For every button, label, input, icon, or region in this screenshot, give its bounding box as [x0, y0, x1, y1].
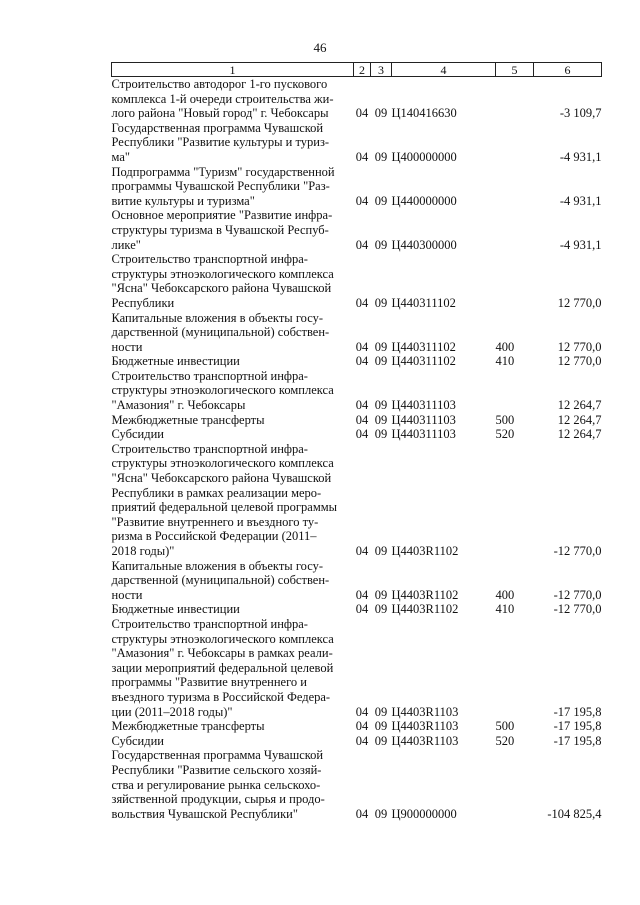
row-target-article: Ц4403R1103: [391, 704, 459, 719]
row-expense-type: 520: [495, 733, 515, 748]
row-target-article: Ц440311103: [391, 412, 456, 427]
row-subsection: 09: [374, 149, 388, 164]
row-subsection: 09: [374, 719, 388, 734]
row-subsection: 09: [374, 602, 388, 617]
row-amount: -4 931,1: [559, 193, 602, 208]
row-section: 04: [355, 719, 369, 734]
table-row: [112, 121, 602, 165]
row-name: Строительство транспортной инфра- структуры этноэкологического комплекса "Ясна" Чебоксарского района Чувашской Республики в рамках реализации меро- приятий федеральной целевой программы "Развитие внутреннего и въездного ту- ризма в Российской Федерации (2011– 2018 годы)": [111, 441, 338, 558]
table-row: [112, 77, 602, 121]
row-target-article: Ц4403R1103: [391, 719, 459, 734]
table-row: [112, 617, 602, 719]
row-section: 04: [355, 149, 369, 164]
row-subsection: 09: [374, 193, 388, 208]
row-subsection: 09: [374, 339, 388, 354]
row-subsection: 09: [374, 544, 388, 558]
row-amount: 12 264,7: [557, 412, 602, 427]
row-target-article: Ц440311103: [391, 427, 456, 442]
header-col-section: 2: [354, 63, 371, 77]
page-number: 46: [313, 40, 327, 55]
row-subsection: 09: [374, 398, 388, 413]
table-row: [112, 208, 602, 252]
table-row: [112, 252, 602, 310]
row-amount: -3 109,7: [559, 106, 602, 121]
row-expense-type: [496, 77, 534, 121]
row-expense-type: 500: [495, 719, 515, 734]
row-expense-type: [496, 252, 534, 310]
row-section: 04: [355, 193, 369, 208]
row-expense-type: [496, 165, 534, 209]
row-target-article: Ц440311102: [391, 339, 456, 354]
row-amount: 12 264,7: [557, 398, 602, 413]
row-expense-type: 410: [495, 354, 515, 369]
row-name: Строительство транспортной инфра- структуры этноэкологического комплекса "Амазония" г. Чебоксары: [111, 368, 334, 413]
row-name: Бюджетные инвестиции: [111, 602, 240, 617]
row-amount: 12 770,0: [557, 339, 602, 354]
row-subsection: 09: [374, 427, 388, 442]
row-target-article: Ц4403R1102: [391, 587, 459, 602]
row-amount: -4 931,1: [559, 237, 602, 252]
row-name: Строительство транспортной инфра- структуры этноэкологического комплекса "Амазония" г. Чебоксары в рамках реали- зации мероприятий федеральной целевой программы "Развитие внутреннего и въездного туризма в Российской Федера- ции (2011–2018 годы)": [111, 616, 334, 719]
row-subsection: 09: [374, 733, 388, 748]
row-name: Строительство транспортной инфра- структуры этноэкологического комплекса "Ясна" Чебоксарского района Чувашской Республики: [111, 252, 334, 310]
row-section: 04: [355, 295, 369, 310]
table-row: [112, 442, 602, 559]
row-section: 04: [355, 354, 369, 369]
row-expense-type: [496, 369, 534, 413]
row-name: Межбюджетные трансферты: [111, 412, 265, 427]
row-expense-type: 400: [495, 587, 515, 602]
row-amount: -12 770,0: [553, 602, 602, 617]
row-section: 04: [355, 704, 369, 719]
row-expense-type: [496, 442, 534, 559]
table-header: [112, 63, 602, 77]
row-target-article: Ц440311102: [391, 354, 456, 369]
row-target-article: Ц400000000: [391, 149, 457, 164]
row-target-article: Ц140416630: [391, 106, 457, 121]
table-row: [112, 427, 602, 442]
header-col-amount: 6: [534, 63, 602, 77]
row-amount: -17 195,8: [553, 733, 602, 748]
row-expense-type: [496, 617, 534, 719]
table-row: [112, 165, 602, 209]
row-expense-type: 410: [495, 602, 515, 617]
table-row: [112, 369, 602, 413]
row-section: 04: [355, 237, 369, 252]
table-row: [112, 734, 602, 749]
row-section: 04: [355, 806, 369, 821]
row-expense-type: 520: [495, 427, 515, 442]
table-row: [112, 413, 602, 428]
row-section: 04: [355, 339, 369, 354]
row-target-article: Ц4403R1102: [391, 544, 459, 558]
table-row: [112, 719, 602, 734]
row-subsection: 09: [374, 354, 388, 369]
row-subsection: 09: [374, 587, 388, 602]
row-subsection: 09: [374, 412, 388, 427]
row-subsection: 09: [374, 237, 388, 252]
row-amount: -12 770,0: [553, 544, 602, 558]
row-name: Строительство автодорог 1-го пускового комплекса 1-й очереди строительства жи- лого района "Новый город" г. Чебоксары: [111, 77, 334, 121]
row-section: 04: [355, 412, 369, 427]
row-section: 04: [355, 544, 369, 558]
row-amount: -17 195,8: [553, 704, 602, 719]
row-amount: 12 770,0: [557, 295, 602, 310]
table-row: [112, 602, 602, 617]
row-section: 04: [355, 587, 369, 602]
table-row: [112, 311, 602, 355]
header-col-target-article: 4: [392, 63, 496, 77]
row-amount: -4 931,1: [559, 149, 602, 164]
row-target-article: Ц440311103: [391, 398, 456, 413]
header-col-expense-type: 5: [496, 63, 534, 77]
row-amount: -12 770,0: [553, 587, 602, 602]
row-amount: -104 825,4: [547, 806, 602, 821]
header-col-name: 1: [112, 63, 354, 77]
table-row: [112, 748, 602, 821]
budget-table: [111, 62, 602, 821]
table-body: [112, 77, 602, 822]
row-target-article: Ц440300000: [391, 237, 457, 252]
row-section: 04: [355, 733, 369, 748]
row-section: 04: [355, 398, 369, 413]
row-expense-type: 400: [495, 339, 515, 354]
row-expense-type: [496, 208, 534, 252]
row-name: Государственная программа Чувашской Республики "Развитие сельского хозяй- ства и регулирование рынка сельскохо- зяйственной продукции, сырья и продо- вольствия Чувашской Республики": [111, 748, 325, 821]
row-section: 04: [355, 427, 369, 442]
row-name: Межбюджетные трансферты: [111, 719, 265, 734]
row-subsection: 09: [374, 295, 388, 310]
row-target-article: Ц440311102: [391, 295, 456, 310]
row-target-article: Ц440000000: [391, 193, 457, 208]
row-target-article: Ц900000000: [391, 806, 457, 821]
row-name: Подпрограмма "Туризм" государственной программы Чувашской Республики "Раз- витие культуры и туризма": [111, 164, 335, 208]
row-amount: 12 770,0: [557, 354, 602, 369]
row-amount: 12 264,7: [557, 427, 602, 442]
row-target-article: Ц4403R1102: [391, 602, 459, 617]
row-expense-type: [496, 748, 534, 821]
row-name: Государственная программа Чувашской Республики "Развитие культуры и туриз- ма": [111, 120, 330, 164]
row-section: 04: [355, 602, 369, 617]
row-amount: -17 195,8: [553, 719, 602, 734]
row-expense-type: 500: [495, 412, 515, 427]
row-name: Субсидии: [111, 733, 164, 748]
row-subsection: 09: [374, 806, 388, 821]
table-row: [112, 354, 602, 369]
row-name: Основное мероприятие "Развитие инфра- структуры туризма в Чувашской Респуб- лике": [111, 208, 333, 252]
row-section: 04: [355, 106, 369, 121]
header-col-subsection: 3: [371, 63, 392, 77]
row-name: Субсидии: [111, 427, 164, 442]
table-row: [112, 559, 602, 603]
row-name: Бюджетные инвестиции: [111, 354, 240, 369]
row-name: Капитальные вложения в объекты госу- дарственной (муниципальной) собствен- ности: [111, 310, 330, 354]
row-target-article: Ц4403R1103: [391, 733, 459, 748]
row-subsection: 09: [374, 106, 388, 121]
row-subsection: 09: [374, 704, 388, 719]
row-name: Капитальные вложения в объекты госу- дарственной (муниципальной) собствен- ности: [111, 558, 330, 602]
row-expense-type: [496, 121, 534, 165]
